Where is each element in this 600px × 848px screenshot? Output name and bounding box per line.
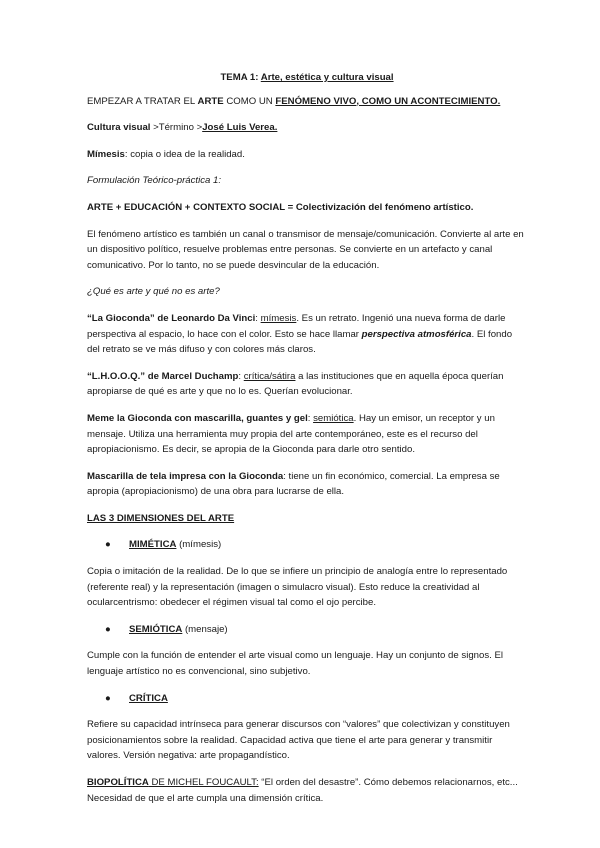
meme-paragraph xyxy=(87,411,527,458)
mimetica-suffix: (mímesis) xyxy=(176,539,222,551)
formulacion-line: Formulación Teórico-práctica 1: xyxy=(87,175,222,187)
lhooq-keyword: crítica/sátira xyxy=(243,370,296,382)
document-body xyxy=(87,70,527,817)
mascarilla-paragraph xyxy=(87,469,527,500)
semiotica-label: SEMIÓTICA xyxy=(129,623,183,635)
question-line: ¿Qué es arte y qué no es arte? xyxy=(87,286,220,298)
intro-text: EMPEZAR A TRATAR EL xyxy=(87,95,198,107)
intro-mid: COMO UN xyxy=(223,95,276,107)
bullet-icon: ● xyxy=(105,692,111,704)
bullet-mimetica xyxy=(87,537,527,553)
cultura-mid: >Término > xyxy=(150,122,203,134)
critica-paragraph: Refiere su capacidad intrínseca para generar discursos con “valores” que colectivizan y constituyen posicionamientos sobre la realidad. Capacidad activa que tiene el arte para generar y transmitir valores. Versión negativa: arte propagandístico. xyxy=(87,719,510,762)
semiotica-suffix: (mensaje) xyxy=(182,623,228,635)
biopolitica-text: “El orden del desastre”. Cómo debemos relacionarnos, etc... Necesidad de que el arte cumpla una dimensión crítica. xyxy=(87,777,518,804)
intro-paragraph xyxy=(87,94,527,110)
mimesis-line xyxy=(87,147,527,163)
title-prefix: TEMA 1 xyxy=(220,72,256,83)
cultura-label: Cultura visual xyxy=(87,122,151,134)
semiotica-paragraph: Cumple con la función de entender el arte visual como un lenguaje. Hay un conjunto de signos. El lenguaje artístico no es convencional, sino subjetivo. xyxy=(87,650,503,678)
lhooq-colon: : xyxy=(238,370,244,382)
mascarilla-text: : tiene un fin económico, comercial. La empresa se apropia (apropiacionismo) de una obra para lucrarse de ella. xyxy=(87,470,500,498)
equation-line: ARTE + EDUCACIÓN + CONTEXTO SOCIAL = Colectivización del fenómeno artístico. xyxy=(87,201,474,213)
intro-highlight: FENÓMENO VIVO, COMO UN ACONTECIMIENTO. xyxy=(275,95,501,107)
lhooq-label: “L.H.O.O.Q.” de Marcel Duchamp xyxy=(87,370,239,382)
gioconda-label: “La Gioconda” de Leonardo Da Vinci xyxy=(87,312,256,324)
meme-label: Meme la Gioconda con mascarilla, guantes y gel xyxy=(87,412,308,424)
document-title xyxy=(87,70,527,86)
lhooq-paragraph xyxy=(87,369,527,400)
meme-colon: : xyxy=(307,412,314,424)
bullet-semiotica xyxy=(87,622,527,638)
gioconda-text-end: . El fondo del retrato se ve más difuso y con colores más claros. xyxy=(87,328,513,356)
bullet-critica xyxy=(87,691,527,707)
gioconda-keyword: mímesis xyxy=(260,312,297,324)
cultura-author: José Luis Verea. xyxy=(202,122,278,134)
biopolitica-paragraph xyxy=(87,775,527,806)
title-main: Arte, estética y cultura visual xyxy=(260,72,394,83)
gioconda-colon: : xyxy=(255,312,261,324)
mascarilla-label: Mascarilla de tela impresa con la Gioconda xyxy=(87,470,284,482)
mimesis-text: : copia o idea de la realidad. xyxy=(124,148,245,160)
mimetica-paragraph: Copia o imitación de la realidad. De lo que se infiere un principio de analogía entre lo representado (referente real) y la representación (imagen o simulacro visual). Esto reduce la creatividad al ocularcentrismo: obedecer el régimen visual tal como el ojo percibe. xyxy=(87,566,508,609)
mimetica-label: MIMÉTICA xyxy=(129,539,177,551)
meme-keyword: semiótica xyxy=(313,412,354,424)
gioconda-paragraph xyxy=(87,311,527,358)
title-separator: : xyxy=(255,72,261,83)
mimesis-label: Mímesis xyxy=(87,148,125,160)
cultura-visual-line xyxy=(87,120,527,136)
dimensiones-heading: LAS 3 DIMENSIONES DEL ARTE xyxy=(87,512,235,524)
bullet-icon: ● xyxy=(105,623,111,635)
gioconda-term: perspectiva atmosférica xyxy=(361,328,472,340)
bullet-icon: ● xyxy=(105,539,111,551)
lhooq-text: a las instituciones que en aquella época querían apropiarse de qué es arte y que no lo es. Querían evolucionar. xyxy=(87,370,504,398)
critica-label: CRÍTICA xyxy=(129,692,168,704)
fenomeno-paragraph: El fenómeno artístico es también un canal o transmisor de mensaje/comunicación. Convierte al arte en un dispositivo político, resuelve problemas entre personas. Se convierte en un artefacto y canal comunicativo. Por lo tanto, no se puede desvincular de la educación. xyxy=(87,228,524,271)
gioconda-text: . Es un retrato. Ingenió una nueva forma de darle perspectiva al espacio, lo hace con el color. Esto se hace llamar xyxy=(87,312,506,340)
meme-text: . Hay un emisor, un receptor y un mensaje. Utiliza una herramienta muy propia del arte contemporáneo, este es el recurso del apropiacionismo. Es decir, se apropia de la Gioconda para darle otro sentido. xyxy=(87,412,495,456)
biopolitica-author: DE MICHEL FOUCAULT: xyxy=(148,777,259,788)
biopolitica-label: BIOPOLÍTICA xyxy=(87,777,149,788)
intro-arte: ARTE xyxy=(197,95,224,107)
